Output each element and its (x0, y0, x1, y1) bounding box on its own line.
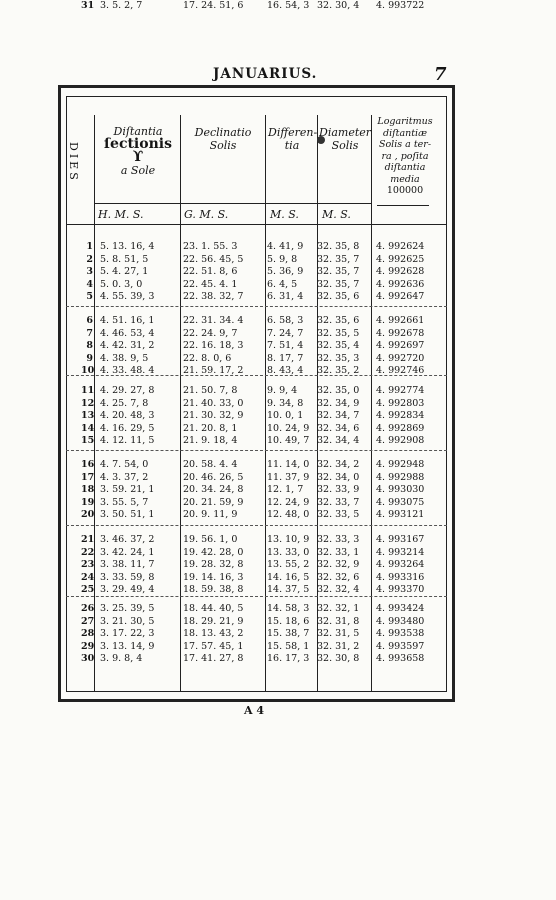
cell-day: 30 (81, 653, 95, 665)
cell-day: 2 (86, 253, 93, 265)
cell-day: 26 (81, 603, 95, 614)
cell-decl: 20. 9. 11, 9 (183, 509, 238, 521)
cell-diam: 32. 35, 6 (317, 315, 360, 326)
cell-log: 4. 993480 (376, 615, 425, 627)
cell-dist: 4. 46. 53, 4 (100, 327, 155, 339)
cell-dist: 4. 25. 7, 8 (100, 397, 149, 409)
signature-mark: A 4 (244, 704, 265, 717)
cell-decl: 19. 56. 1, 0 (183, 534, 238, 545)
cell-log: 4. 993658 (376, 653, 425, 665)
cell-decl: 20. 58. 4. 4 (183, 459, 238, 470)
cell-dist: 3. 50. 51, 1 (100, 509, 155, 521)
cell-decl: 21. 40. 33, 0 (183, 397, 244, 409)
cell-diff: 9. 34, 8 (267, 397, 304, 409)
distantia-header: Diſtantia ſectionis ϒ a Sole (104, 125, 172, 177)
cell-dist: 3. 33. 59, 8 (100, 571, 155, 583)
cell-diff: 8. 43, 4 (267, 365, 304, 377)
cell-diam: 32. 31, 5 (317, 628, 360, 640)
differentia-header: Differen- tia (268, 126, 318, 152)
cell-day: 16 (81, 459, 95, 470)
table-row (66, 603, 447, 615)
cell-diam: 32. 30, 8 (317, 653, 360, 665)
cell-day: 1 (86, 241, 93, 252)
cell-diff: 10. 24, 9 (267, 422, 310, 434)
header-rule (94, 203, 371, 204)
group-separator (66, 450, 447, 451)
cell-diff: 5. 36, 9 (267, 266, 304, 278)
cell-dist: 5. 4. 27, 1 (100, 266, 149, 278)
cell-diam: 32. 35, 8 (317, 241, 360, 252)
cell-log: 4. 993075 (376, 496, 425, 508)
cell-diam: 32. 35, 4 (317, 340, 360, 352)
cell-diff: 6. 58, 3 (267, 315, 304, 326)
cell-diff: 15. 38, 7 (267, 628, 310, 640)
cell-log: 4. 992647 (376, 291, 425, 303)
cell-diff: 10. 0, 1 (267, 410, 304, 422)
cell-log: 4. 992628 (376, 266, 425, 278)
cell-decl: 19. 28. 32, 8 (183, 559, 244, 571)
cell-dist: 3. 25. 39, 5 (100, 603, 155, 614)
cell-day: 6 (86, 315, 93, 326)
table-row (66, 497, 447, 509)
cell-decl: 21. 9. 18, 4 (183, 435, 238, 447)
cell-log: 4. 992834 (376, 410, 425, 422)
subheader-differentia: M. S. (270, 208, 299, 221)
cell-log: 4. 992988 (376, 471, 425, 483)
cell-decl: 22. 8. 0, 6 (183, 352, 232, 364)
cell-diam: 32. 33, 9 (317, 484, 360, 496)
cell-dist: 3. 21. 30, 5 (100, 615, 155, 627)
cell-dist: 3. 59. 21, 1 (100, 484, 155, 496)
cell-log: 4. 993424 (376, 603, 425, 614)
table-row (66, 385, 447, 397)
cell-log: 4. 992720 (376, 352, 425, 364)
cell-day: 29 (81, 640, 95, 652)
table-row (66, 559, 447, 571)
cell-diff: 13. 55, 2 (267, 559, 310, 571)
cell-decl: 20. 34. 24, 8 (183, 484, 244, 496)
cell-decl: 21. 20. 8, 1 (183, 422, 238, 434)
cell-diff: 10. 49, 7 (267, 435, 310, 447)
cell-diam: 32. 35, 7 (317, 253, 360, 265)
cell-log: 4. 992803 (376, 397, 425, 409)
cell-diff: 6. 4, 5 (267, 278, 298, 290)
cell-decl: 19. 14. 16, 3 (183, 571, 244, 583)
cell-log: 4. 992625 (376, 253, 425, 265)
cell-day: 24 (81, 571, 95, 583)
cell-diff: 12. 48, 0 (267, 509, 310, 521)
cell-diam: 32. 32, 4 (317, 584, 360, 596)
table-row (66, 616, 447, 628)
cell-dist: 4. 7. 54, 0 (100, 459, 149, 470)
cell-diam: 32. 35, 2 (317, 365, 360, 377)
group-separator (66, 306, 447, 307)
cell-diff: 13. 33, 0 (267, 546, 310, 558)
cell-dist: 3. 55. 5, 7 (100, 496, 149, 508)
cell-dist: 4. 3. 37, 2 (100, 471, 149, 483)
cell-decl: 22. 38. 32, 7 (183, 291, 244, 303)
cell-diam: 32. 30, 4 (317, 0, 360, 11)
cell-day: 15 (81, 435, 95, 447)
cell-day: 18 (81, 484, 95, 496)
cell-diff: 11. 14, 0 (267, 459, 310, 470)
table-row (66, 484, 447, 496)
month-title: JANUARIUS. (213, 66, 318, 82)
cell-diff: 14. 37, 5 (267, 584, 310, 596)
cell-day: 23 (81, 559, 95, 571)
cell-log: 4. 992948 (376, 459, 425, 470)
cell-diff: 14. 58, 3 (267, 603, 310, 614)
page-number: 7 (434, 64, 447, 85)
cell-diff: 15. 58, 1 (267, 640, 310, 652)
table-row (66, 398, 447, 410)
cell-diam: 32. 35, 5 (317, 327, 360, 339)
cell-day: 27 (81, 615, 95, 627)
cell-decl: 23. 1. 55. 3 (183, 241, 238, 252)
cell-diam: 32. 35, 3 (317, 352, 360, 364)
table-row (66, 328, 447, 340)
cell-dist: 3. 17. 22, 3 (100, 628, 155, 640)
cell-decl: 18. 13. 43, 2 (183, 628, 244, 640)
cell-day: 28 (81, 628, 95, 640)
cell-log: 4. 993264 (376, 559, 425, 571)
cell-diam: 32. 33, 1 (317, 546, 360, 558)
cell-diff: 16. 17, 3 (267, 653, 310, 665)
cell-decl: 18. 59. 38, 8 (183, 584, 244, 596)
table-row (66, 254, 447, 266)
cell-decl: 17. 57. 45, 1 (183, 640, 244, 652)
cell-decl: 22. 51. 8, 6 (183, 266, 238, 278)
subheader-declinatio: G. M. S. (184, 208, 229, 221)
cell-diff: 11. 37, 9 (267, 471, 310, 483)
table-row (66, 435, 447, 447)
cell-decl: 22. 31. 34. 4 (183, 315, 244, 326)
table-row (66, 459, 447, 471)
table-row (66, 291, 447, 303)
cell-day: 31 (81, 0, 95, 11)
cell-day: 21 (81, 534, 95, 545)
cell-diff: 14. 16, 5 (267, 571, 310, 583)
logarithmus-header: Logaritmus diſtantiæ Solis a ter- ra , poſita diſtantia media 100000 (377, 116, 433, 196)
cell-decl: 17. 24. 51, 6 (183, 0, 244, 11)
cell-diff: 12. 1, 7 (267, 484, 304, 496)
cell-dist: 4. 38. 9, 5 (100, 352, 149, 364)
cell-dist: 3. 29. 49, 4 (100, 584, 155, 596)
cell-decl: 18. 44. 40, 5 (183, 603, 244, 614)
diameter-header: Diameter Solis (319, 126, 372, 152)
cell-day: 3 (86, 266, 93, 278)
cell-dist: 5. 13. 16, 4 (100, 241, 155, 252)
group-separator (66, 525, 447, 526)
table-row (66, 584, 447, 596)
table-row (66, 365, 447, 377)
cell-dist: 5. 8. 51, 5 (100, 253, 149, 265)
cell-diam: 32. 34, 4 (317, 435, 360, 447)
cell-decl: 20. 21. 59, 9 (183, 496, 244, 508)
cell-diam: 32. 33, 5 (317, 509, 360, 521)
cell-day: 5 (86, 291, 93, 303)
cell-day: 10 (81, 365, 95, 377)
cell-decl: 22. 16. 18, 3 (183, 340, 244, 352)
cell-log: 4. 993370 (376, 584, 425, 596)
table-row (66, 423, 447, 435)
cell-log: 4. 992908 (376, 435, 425, 447)
table-row (66, 410, 447, 422)
cell-decl: 22. 45. 4. 1 (183, 278, 238, 290)
cell-diam: 32. 34, 9 (317, 397, 360, 409)
cell-diam: 32. 35, 7 (317, 278, 360, 290)
cell-decl: 21. 50. 7, 8 (183, 385, 238, 396)
cell-decl: 21. 59. 17, 2 (183, 365, 244, 377)
cell-dist: 3. 9. 8, 4 (100, 653, 143, 665)
declinatio-header: Declinatio Solis (194, 126, 252, 152)
cell-day: 9 (86, 352, 93, 364)
cell-dist: 3. 42. 24, 1 (100, 546, 155, 558)
cell-dist: 4. 33. 48. 4 (100, 365, 155, 377)
header-rule (377, 205, 429, 206)
cell-log: 4. 992746 (376, 365, 425, 377)
cell-diff: 9. 9, 4 (267, 385, 298, 396)
cell-diff: 4. 41, 9 (267, 241, 304, 252)
cell-dist: 4. 51. 16, 1 (100, 315, 155, 326)
cell-decl: 18. 29. 21, 9 (183, 615, 244, 627)
table-row (66, 653, 447, 665)
cell-diff: 7. 24, 7 (267, 327, 304, 339)
cell-dist: 4. 42. 31, 2 (100, 340, 155, 352)
cell-diff: 15. 18, 6 (267, 615, 310, 627)
cell-diff: 6. 31, 4 (267, 291, 304, 303)
cell-log: 4. 992774 (376, 385, 425, 396)
cell-day: 13 (81, 410, 95, 422)
cell-log: 4. 993167 (376, 534, 425, 545)
cell-day: 25 (81, 584, 95, 596)
cell-log: 4. 992678 (376, 327, 425, 339)
cell-diam: 32. 33, 7 (317, 496, 360, 508)
table-row (66, 572, 447, 584)
cell-decl: 22. 56. 45, 5 (183, 253, 244, 265)
cell-diam: 32. 34, 6 (317, 422, 360, 434)
cell-day: 17 (81, 471, 95, 483)
subheader-diameter: M. S. (322, 208, 351, 221)
subheader-distantia: H. M. S. (98, 208, 144, 221)
cell-decl: 22. 24. 9, 7 (183, 327, 238, 339)
cell-day: 14 (81, 422, 95, 434)
cell-diam: 32. 32, 1 (317, 603, 360, 614)
cell-day: 7 (86, 327, 93, 339)
table-row (66, 534, 447, 546)
cell-day: 20 (81, 509, 95, 521)
cell-diam: 32. 35, 6 (317, 291, 360, 303)
cell-diam: 32. 34, 0 (317, 471, 360, 483)
cell-log: 4. 993597 (376, 640, 425, 652)
subheader-rule (66, 224, 447, 225)
cell-day: 22 (81, 546, 95, 558)
cell-decl: 19. 42. 28, 0 (183, 546, 244, 558)
cell-diff: 12. 24, 9 (267, 496, 310, 508)
cell-diff: 8. 17, 7 (267, 352, 304, 364)
cell-diam: 32. 33, 3 (317, 534, 360, 545)
cell-log: 4. 992697 (376, 340, 425, 352)
cell-diam: 32. 31, 2 (317, 640, 360, 652)
cell-log: 4. 992636 (376, 278, 425, 290)
cell-dist: 3. 13. 14, 9 (100, 640, 155, 652)
cell-day: 11 (81, 385, 95, 396)
cell-dist: 4. 29. 27, 8 (100, 385, 155, 396)
cell-diff: 5. 9, 8 (267, 253, 298, 265)
cell-log: 4. 993030 (376, 484, 425, 496)
cell-decl: 21. 30. 32, 9 (183, 410, 244, 422)
cell-log: 4. 992624 (376, 241, 425, 252)
cell-diff: 16. 54, 3 (267, 0, 310, 11)
cell-log: 4. 993214 (376, 546, 425, 558)
cell-decl: 20. 46. 26, 5 (183, 471, 244, 483)
table-row (66, 547, 447, 559)
cell-dist: 5. 0. 3, 0 (100, 278, 143, 290)
cell-diam: 32. 34, 7 (317, 410, 360, 422)
cell-diam: 32. 35, 0 (317, 385, 360, 396)
cell-log: 4. 993121 (376, 509, 425, 521)
cell-dist: 3. 5. 2, 7 (100, 0, 143, 11)
cell-decl: 17. 41. 27, 8 (183, 653, 244, 665)
table-row (66, 353, 447, 365)
cell-diam: 32. 32, 9 (317, 559, 360, 571)
cell-log: 4. 992869 (376, 422, 425, 434)
table-row (66, 315, 447, 327)
table-row (66, 0, 447, 12)
cell-day: 19 (81, 496, 95, 508)
cell-dist: 4. 12. 11, 5 (100, 435, 155, 447)
cell-diam: 32. 31, 8 (317, 615, 360, 627)
cell-diam: 32. 32, 6 (317, 571, 360, 583)
cell-log: 4. 993722 (376, 0, 425, 11)
cell-diam: 32. 35, 7 (317, 266, 360, 278)
table-row (66, 340, 447, 352)
cell-log: 4. 992661 (376, 315, 425, 326)
cell-dist: 4. 20. 48, 3 (100, 410, 155, 422)
cell-log: 4. 993538 (376, 628, 425, 640)
dies-header: DIES (67, 142, 80, 183)
table-row (66, 241, 447, 253)
table-row (66, 509, 447, 521)
cell-diff: 7. 51, 4 (267, 340, 304, 352)
table-row (66, 641, 447, 653)
cell-dist: 4. 16. 29, 5 (100, 422, 155, 434)
cell-day: 8 (86, 340, 93, 352)
cell-day: 12 (81, 397, 95, 409)
cell-diam: 32. 34, 2 (317, 459, 360, 470)
table-row (66, 279, 447, 291)
table-row (66, 472, 447, 484)
cell-day: 4 (86, 278, 93, 290)
cell-log: 4. 993316 (376, 571, 425, 583)
cell-dist: 3. 38. 11, 7 (100, 559, 155, 571)
cell-diff: 13. 10, 9 (267, 534, 310, 545)
cell-dist: 4. 55. 39, 3 (100, 291, 155, 303)
cell-dist: 3. 46. 37, 2 (100, 534, 155, 545)
table-row (66, 628, 447, 640)
table-row (66, 266, 447, 278)
